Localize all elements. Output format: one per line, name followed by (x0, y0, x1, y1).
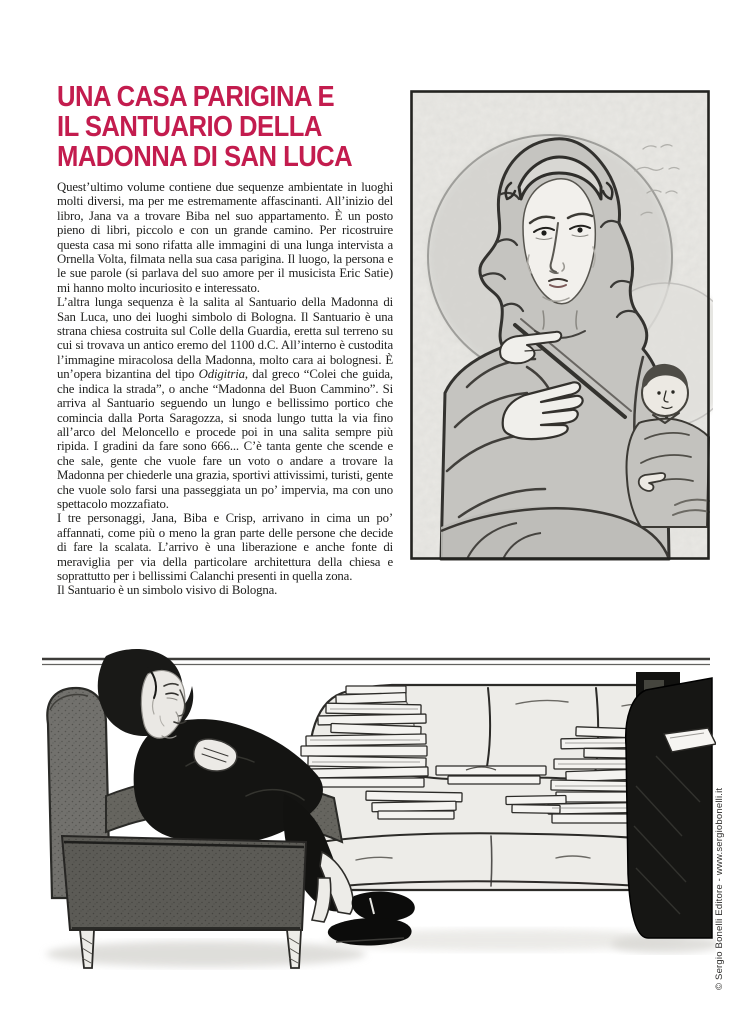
title-line-3: MADONNA DI SAN LUCA (57, 141, 353, 173)
paragraph-2-text-a: L’altra lunga sequenza è la salita al Santuario della Madonna di San Luca, uno dei luoghi simbolo di Bologna. Il Santuario è una strana chiesa costruita sul Colle della Guardia, eretta sul terreno su cui si trovava un antico eremo del 1100 d.C. All’interno è custodita l’immagine miracolosa della Madonna, molto cara ai bolognesi. È un’opera bizantina del tipo (57, 295, 393, 382)
madonna-sketch-svg (407, 87, 713, 563)
title-line-2: IL SANTUARIO DELLA (57, 111, 322, 143)
paragraph-1-text: Quest’ultimo volume contiene due sequenze ambientate in luoghi molti diversi, ma per me estremamente affascinanti. All’inizio del libro, Jana va a trovare Biba nel suo appartamento. È un posto pieno di libri, piccolo e con un grande camino. Per ricostruire questa casa mi sono rifatta alle immagini di una lunga intervista a Ornella Volta, filmata nella sua casa parigina. Il luogo, la persona e le sue parole (si parlava del suo amore per il musicista Eric Satie) mi hanno molto incuriosito e interessato. (57, 180, 393, 295)
paragraph-4 (57, 583, 393, 597)
madonna-illustration (407, 87, 713, 563)
side-cabinet (626, 672, 716, 938)
article-text (57, 180, 393, 598)
paragraph-4-text: Il Santuario è un simbolo visivo di Bologna. (57, 583, 278, 598)
paragraph-3 (57, 511, 393, 583)
living-room-sketch-svg (36, 646, 716, 978)
title-block (57, 82, 427, 172)
paragraph-2 (57, 295, 393, 511)
living-room-illustration (36, 646, 716, 978)
title-line-1: UNA CASA PARIGINA E (57, 81, 335, 113)
page-title (57, 82, 390, 172)
copyright-vertical-text: © Sergio Bonelli Editore - www.sergiobonelli.it (714, 787, 725, 990)
paragraph-2-italic-term: Odigitria (198, 367, 245, 382)
paragraph-1 (57, 180, 393, 295)
paragraph-2-text-b: , dal greco “Colei che guida, che indica la strada”, o anche “Madonna del Buon Cammino”. Si arriva al Santuario seguendo un lungo e bellissimo portico che comincia dalla Porta Saragozza, si snoda lungo tutta la via fino all’arco del Meloncello e procede poi in una salita sempre più ripida. I gradini da fare sono 666... C’è tanta gente che scende e che sale, gente che vuole fare un voto o andare a trovare la Madonna per chiederle una grazia, sportivi attivissimi, turisti, gente che vuole solo farsi una passeggiata un po’ impervia, ma con uno spettacolo mozzafiato. (57, 367, 393, 511)
cabinet-body (626, 678, 712, 938)
shoe-upper (352, 892, 415, 922)
paragraph-3-text: I tre personaggi, Jana, Biba e Crisp, arrivano in cima un po’ affannati, come più o meno la gran parte delle persone che decide di fare la scalata. L’arrivo è una liberazione e anche fonte di meraviglia per via della particolare architettura della chiesa e soprattutto per i bellissimi Calanchi presenti in quella zona. (57, 511, 393, 583)
